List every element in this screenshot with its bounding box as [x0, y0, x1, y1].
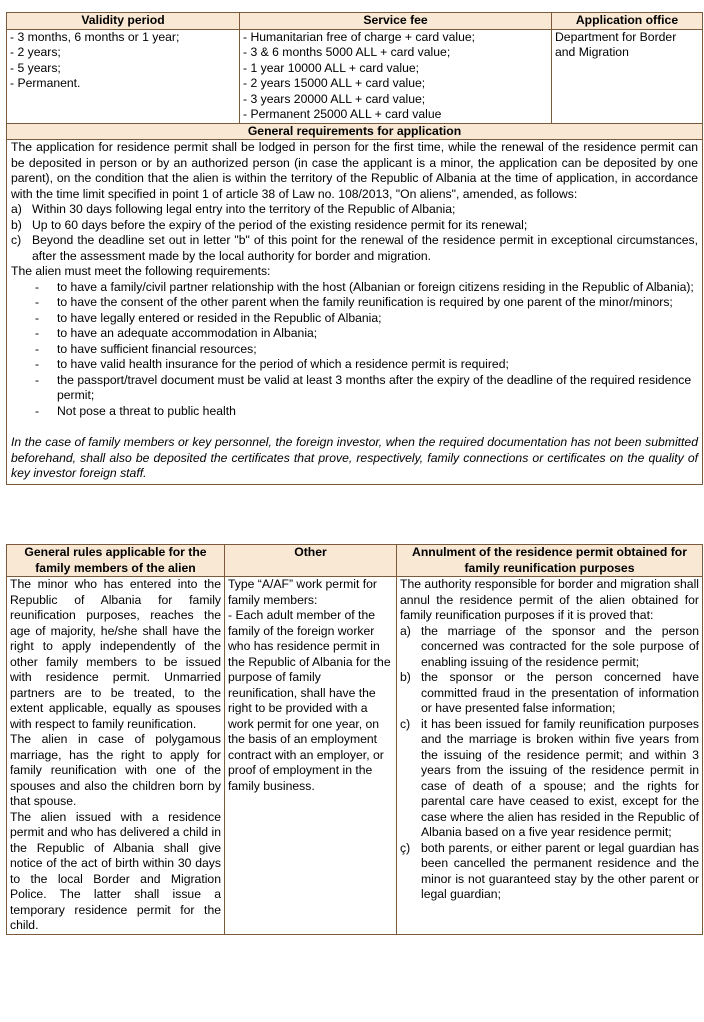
requirement-item: - Not pose a threat to public health	[35, 403, 236, 418]
annulment-cell	[397, 577, 703, 935]
validity-item: - 3 months, 6 months or 1 year;	[10, 29, 180, 44]
intro-paragraph: The application for residence permit shall be lodged in person for the first time, while the renewal of the residence permit can be deposited in person or by an authorized person (in case the applicant is a minor, the application can be deposited by one parent), on the condition that the alien is within the territory of the Republic of Albania at the time of application, in accordance with the time limit specified in point 1 of article 38 of Law no. 108/2013, "On aliens", amended, as follows:	[11, 140, 698, 201]
fee-header: Service fee	[240, 13, 552, 30]
validity-item: - Permanent.	[10, 76, 81, 90]
requirement-item: - the passport/travel document must be valid at least 3 months after the expiry of the deadline of the required residence permit;	[35, 372, 692, 402]
family-rules-table	[6, 544, 703, 935]
work-permit-text: - Each adult member of the family of the foreign worker who has residence permit in the Republic of Albania for the purpose of family reunification, shall have the right to be provided with a work permit for one year, on the basis of an employment contract with an employer, or proof of employment in the family business.	[228, 608, 391, 793]
annulment-item: a) the marriage of the sponsor and the person concerned was contracted for the sole purpose of enabling issuing of the residence permit;	[400, 623, 699, 669]
fee-item: - Permanent 25000 ALL + card value	[243, 107, 442, 121]
validity-item: - 2 years;	[10, 45, 61, 59]
requirement-item: - to have an adequate accommodation in Albania;	[35, 326, 318, 340]
general-requirements-heading: General requirements for application	[7, 123, 703, 140]
requirement-item: - to have legally entered or resided in the Republic of Albania;	[35, 310, 382, 325]
requirement-item: - to have the consent of the other parent when the family reunification is required by one parent of the minor/minors;	[35, 295, 673, 309]
fee-item: - Humanitarian free of charge + card value;	[243, 29, 476, 44]
annulment-header: Annulment of the residence permit obtained for family reunification purposes	[397, 545, 703, 577]
general-requirements-cell	[7, 140, 703, 485]
deadline-item: b) Up to 60 days before the expiry of the period of the existing residence permit for its renewal;	[11, 217, 528, 232]
fees-table	[6, 12, 703, 485]
requirement-item: - to have sufficient financial resources;	[35, 341, 257, 356]
deadline-item: a) Within 30 days following legal entry into the territory of the Republic of Albania;	[11, 202, 456, 216]
fee-cell	[240, 29, 552, 123]
rule-paragraph: The alien issued with a residence permit and who has delivered a child in the Republic of Albania shall give notice of the act of birth within 30 days to the local Border and Migration Police. The latter shall issue a temporary residence permit for the child.	[10, 809, 221, 932]
deadline-item: c) Beyond the deadline set out in letter "b" of this point for the renewal of the residence permit in exceptional circumstances, after the assessment made by the local authority for border and migration.	[11, 233, 698, 263]
annulment-item: ç) both parents, or either parent or legal guardian has been cancelled the permanent residence and the minor is not guaranteed stay by the other parent or legal guardian;	[400, 840, 699, 901]
fee-item: - 1 year 10000 ALL + card value;	[243, 60, 420, 75]
validity-header: Validity period	[7, 13, 240, 30]
general-rules-cell	[7, 577, 225, 935]
validity-item: - 5 years;	[10, 60, 61, 75]
requirement-item: - to have valid health insurance for the period of which a residence permit is required;	[35, 357, 509, 371]
other-cell	[225, 577, 397, 935]
office-cell: Department for Border and Migration	[552, 29, 703, 123]
investor-note: In the case of family members or key personnel, the foreign investor, when the required documentation has not been submitted beforehand, shall also be deposited the certificates that prove, respectively, family connections or certificates on the quality of key investor foreign staff.	[11, 435, 698, 480]
fee-item: - 3 & 6 months 5000 ALL + card value;	[243, 45, 451, 59]
validity-cell	[7, 29, 240, 123]
requirements-intro: The alien must meet the following requirements:	[11, 264, 271, 278]
rule-paragraph: The alien in case of polygamous marriage, has the right to apply for family reunification with one of the spouses and also the children born by that spouse.	[10, 732, 221, 808]
annulment-item: c) it has been issued for family reunification purposes and the marriage is broken within five years from the issuing of the residence permit; and within 3 years from the issuing of the residence permit in case of death of a spouse; and the rights for parental care have ceased to exist, except for the case where the alien has resided in the Republic of Albania based on a five year residence permit;	[400, 716, 699, 839]
general-rules-header: General rules applicable for the family members of the alien	[7, 545, 225, 577]
work-permit-intro: Type “A/AF” work permit for family members:	[228, 577, 377, 607]
fee-item: - 3 years 20000 ALL + card value;	[243, 91, 426, 106]
other-header: Other	[225, 545, 397, 577]
office-header: Application office	[552, 13, 703, 30]
annulment-item: b) the sponsor or the person concerned have committed fraud in the presentation of information or have presented false information;	[400, 670, 699, 715]
rule-paragraph: The minor who has entered into the Republic of Albania for family reunification purposes, reaches the age of majority, he/she shall have the right to apply independently of the other family members to be issued with residence permit. Unmarried partners are to be treated, to the extent applicable, equally as spouses with respect to family reunification.	[10, 577, 221, 731]
requirement-item: - to have a family/civil partner relationship with the host (Albanian or foreign citizens residing in the Republic of Albania);	[35, 279, 694, 294]
fee-item: - 2 years 15000 ALL + card value;	[243, 76, 426, 90]
annulment-intro: The authority responsible for border and migration shall annul the residence permit of the alien obtained for family reunification purposes if it is proved that:	[400, 577, 699, 622]
